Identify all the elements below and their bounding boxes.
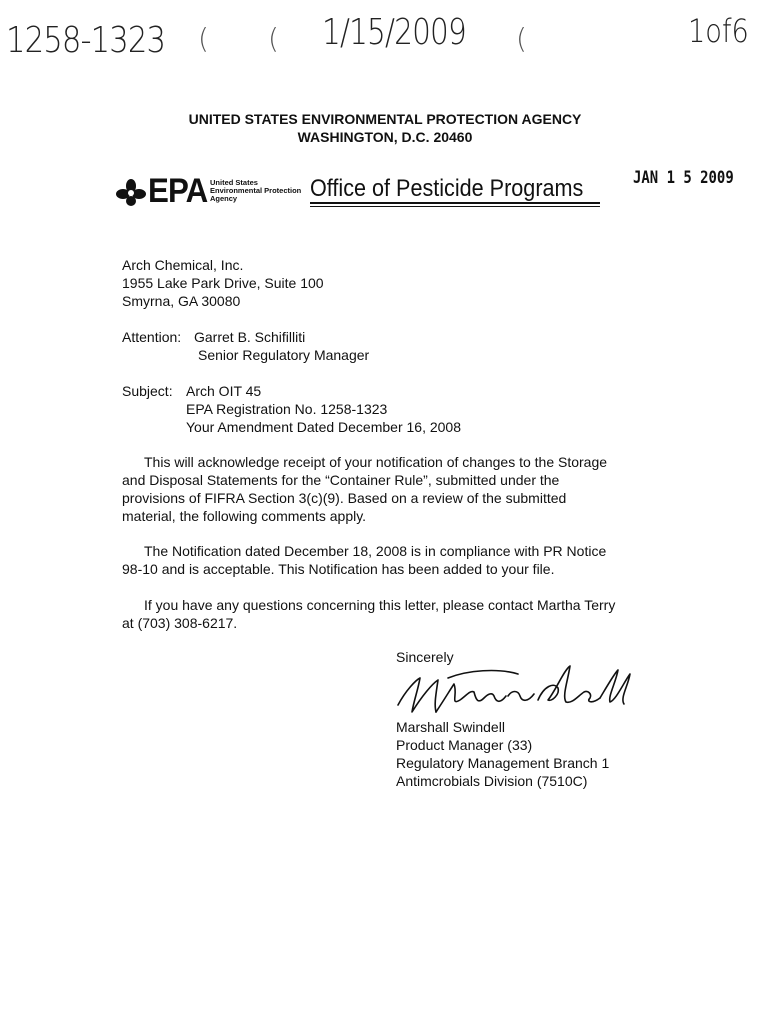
epa-flower-icon <box>116 177 146 207</box>
signer-title: Product Manager (33) <box>396 737 533 753</box>
recipient-company: Arch Chemical, Inc. <box>122 257 244 273</box>
attention-title: Senior Regulatory Manager <box>198 347 370 363</box>
subject-label: Subject: <box>122 383 173 399</box>
punch-hole-mark: ( <box>516 22 527 55</box>
date-stamp: JAN 1 5 2009 <box>633 168 734 188</box>
handwritten-date: 1/15/2009 <box>322 12 466 53</box>
body-paragraph-line: at (703) 308-6217. <box>122 615 238 631</box>
signer-title: Antimcrobials Division (7510C) <box>396 773 588 789</box>
agency-heading: UNITED STATES ENVIRONMENTAL PROTECTION AGENCY <box>188 111 582 127</box>
epa-logo <box>116 172 212 211</box>
punch-hole-mark: ( <box>268 22 279 55</box>
epa-logo-text: EPA <box>148 172 208 210</box>
subject-line: EPA Registration No. 1258-1323 <box>186 401 388 417</box>
body-paragraph-line: This will acknowledge receipt of your notification of changes to the Storage <box>144 454 608 470</box>
signer-name: Marshall Swindell <box>396 719 505 735</box>
attention-name: Garret B. Schifilliti <box>194 329 306 345</box>
body-paragraph-line: provisions of FIFRA Section 3(c)(9). Based on a review of the submitted <box>122 490 567 506</box>
recipient-street: 1955 Lake Park Drive, Suite 100 <box>122 275 324 291</box>
epa-logo-subtext: United States Environmental Protection Agency <box>210 178 302 203</box>
subject-line: Your Amendment Dated December 16, 2008 <box>186 419 461 435</box>
closing-salutation: Sincerely <box>396 649 454 665</box>
handwritten-page-count: 1of6 <box>688 12 749 50</box>
subject-line: Arch OIT 45 <box>186 383 262 399</box>
body-paragraph-line: material, the following comments apply. <box>122 508 367 524</box>
office-underline <box>310 206 600 207</box>
office-name: Office of Pesticide Programs <box>310 175 584 202</box>
signer-title: Regulatory Management Branch 1 <box>396 755 610 771</box>
body-paragraph-line: and Disposal Statements for the “Container Rule”, submitted under the <box>122 472 560 488</box>
body-paragraph-line: If you have any questions concerning this letter, please contact Martha Terry <box>144 597 616 613</box>
agency-address: WASHINGTON, D.C. 20460 <box>297 129 473 145</box>
body-paragraph-line: The Notification dated December 18, 2008 is in compliance with PR Notice <box>144 543 607 559</box>
handwritten-file-number: 1258-1323 <box>6 20 166 61</box>
attention-label: Attention: <box>122 329 182 345</box>
office-underline <box>310 202 600 204</box>
recipient-city: Smyrna, GA 30080 <box>122 293 241 309</box>
body-paragraph-line: 98-10 and is acceptable. This Notification has been added to your file. <box>122 561 555 577</box>
punch-hole-mark: ( <box>198 22 209 55</box>
